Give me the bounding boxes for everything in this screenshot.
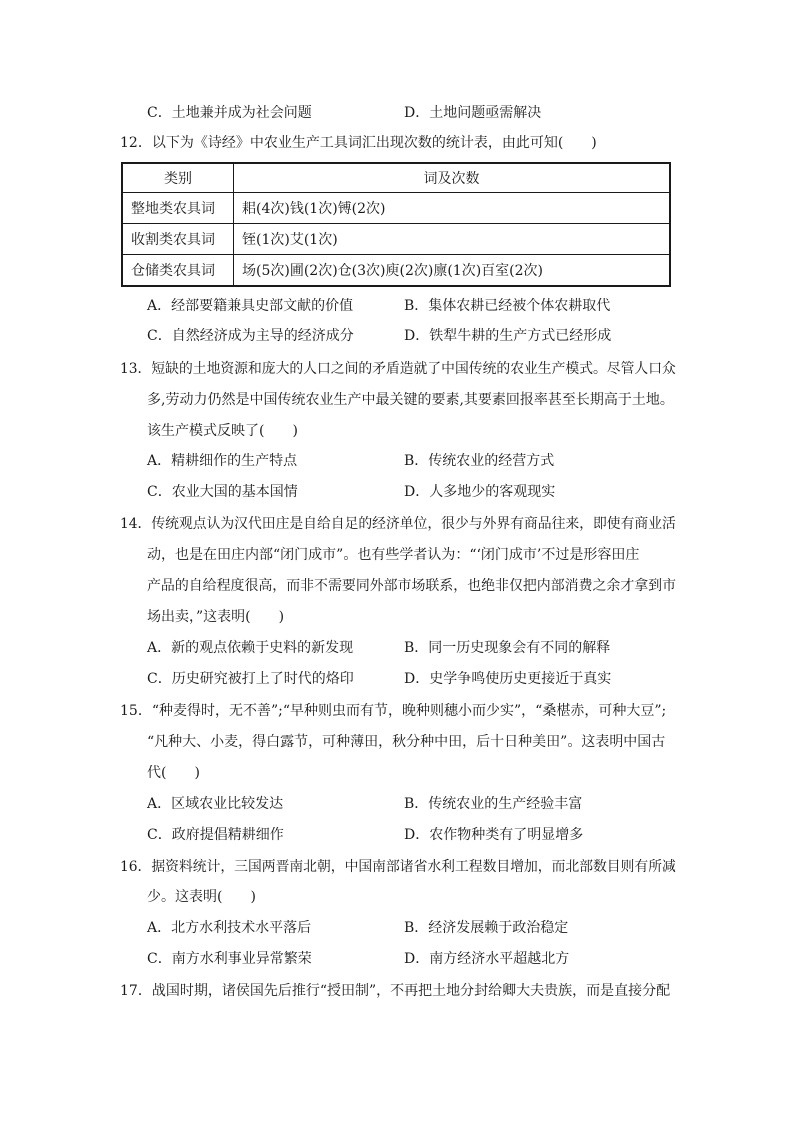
- q12-stats-table: [121, 162, 671, 287]
- q15-stem-line2: “凡种大、小麦，得白露节，可种薄田，秋分种中田，后十日种美田”。这表明中国古: [147, 734, 666, 750]
- q12-option-c: C．自然经济成为主导的经济成分: [147, 328, 354, 344]
- prev-option-c: C．土地兼并成为社会问题: [147, 105, 312, 121]
- table-cell-category: 仓储类农具词: [122, 255, 234, 287]
- table-header-row: [122, 163, 670, 193]
- q15-option-c: C．政府提倡精耕细作: [147, 827, 284, 843]
- q15-option-d: D．农作物种类有了明显增多: [404, 827, 584, 843]
- q16-option-d: D．南方经济水平超越北方: [404, 951, 570, 967]
- q13-stem-line2: 多,劳动力仍然是中国传统农业生产中最关键的要素,其要素回报率甚至长期高于土地。: [147, 392, 674, 408]
- table-row: [122, 224, 670, 255]
- table-header-words: 词及次数: [234, 163, 671, 193]
- q17-stem-line1: 17．战国时期，诸侯国先后推行“授田制”，不再把土地分封给卿大夫贵族，而是直接分配: [120, 983, 671, 999]
- table-cell-words: 场(5次)圃(2次)仓(3次)庾(2次)廪(1次)百室(2次): [234, 255, 671, 287]
- q12-stem: 12．以下为《诗经》中农业生产工具词汇出现次数的统计表，由此可知( ): [120, 135, 597, 151]
- table-cell-words: 耜(4次)钱(1次)镈(2次): [234, 193, 671, 224]
- q14-stem-line2: 动，也是在田庄内部“闭门成市”。也有些学者认为：“‘闭门成市’不过是形容田庄: [147, 547, 640, 563]
- q13-option-c: C．农业大国的基本国情: [147, 484, 298, 500]
- q14-stem-line4: 场出卖，”这表明( ): [147, 609, 285, 625]
- q16-stem-line2: 少。这表明( ): [147, 889, 256, 905]
- table-cell-words: 铚(1次)艾(1次): [234, 224, 671, 255]
- table-cell-category: 整地类农具词: [122, 193, 234, 224]
- q14-option-a: A．新的观点依赖于史料的新发现: [147, 640, 354, 656]
- q13-option-b: B．传统农业的经营方式: [404, 453, 555, 469]
- q14-stem-line3: 产品的自给程度很高，而非不需要同外部市场联系，也绝非仅把内部消费之余才拿到市: [147, 578, 677, 594]
- q14-option-d: D．史学争鸣使历史更接近于真实: [404, 671, 612, 687]
- q15-option-a: A．区域农业比较发达: [147, 796, 284, 812]
- q15-stem-line3: 代( ): [147, 765, 200, 781]
- q16-stem-line1: 16．据资料统计，三国两晋南北朝，中国南部诸省水利工程数目增加，而北部数目则有所减: [120, 859, 676, 875]
- q16-option-a: A．北方水利技术水平落后: [147, 920, 312, 936]
- q16-option-c: C．南方水利事业异常繁荣: [147, 951, 312, 967]
- table-header-category: 类别: [122, 163, 234, 193]
- q13-stem-line3: 该生产模式反映了( ): [147, 423, 298, 439]
- q12-option-d: D．铁犁牛耕的生产方式已经形成: [404, 328, 612, 344]
- q14-option-b: B．同一历史现象会有不同的解释: [404, 640, 611, 656]
- table-cell-category: 收割类农具词: [122, 224, 234, 255]
- q13-option-d: D．人多地少的客观现实: [404, 484, 556, 500]
- q12-option-a: A．经部要籍兼具史部文献的价值: [147, 298, 354, 314]
- q16-option-b: B．经济发展赖于政治稳定: [404, 920, 569, 936]
- q15-option-b: B．传统农业的生产经验丰富: [404, 796, 583, 812]
- q12-option-b: B．集体农耕已经被个体农耕取代: [404, 298, 611, 314]
- table-row: [122, 255, 670, 287]
- prev-option-d: D．土地问题亟需解决: [404, 105, 542, 121]
- q14-option-c: C．历史研究被打上了时代的烙印: [147, 671, 354, 687]
- q14-stem-line1: 14．传统观点认为汉代田庄是自给自足的经济单位，很少与外界有商品往来，即使有商业活: [120, 516, 676, 532]
- q15-stem-line1: 15．“种麦得时，无不善”;“早种则虫而有节，晚种则穗小而少实”，“桑椹赤，可种大豆”;: [120, 703, 667, 719]
- table-row: [122, 193, 670, 224]
- q13-stem-line1: 13．短缺的土地资源和庞大的人口之间的矛盾造就了中国传统的农业生产模式。尽管人口众: [120, 361, 676, 377]
- q13-option-a: A．精耕细作的生产特点: [147, 453, 298, 469]
